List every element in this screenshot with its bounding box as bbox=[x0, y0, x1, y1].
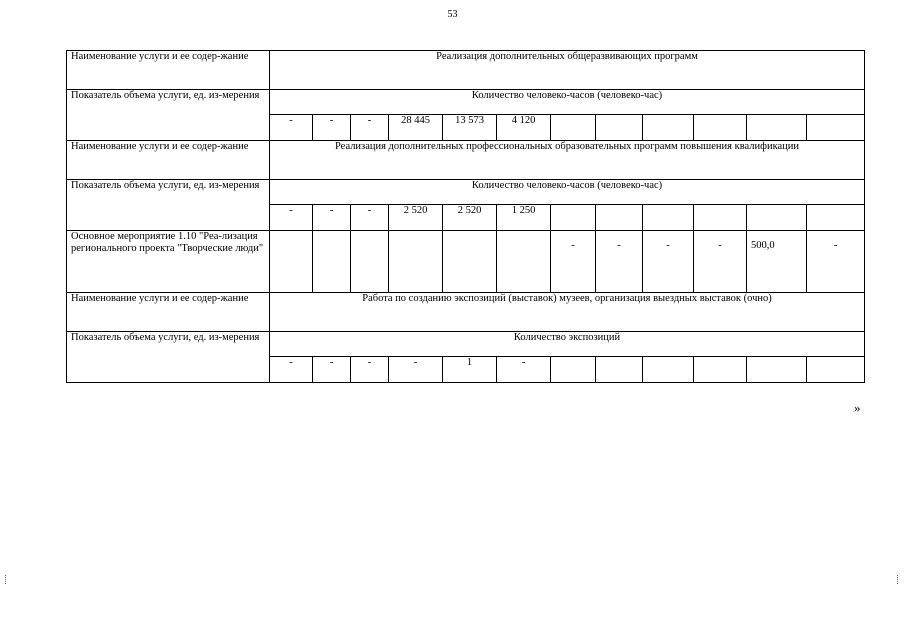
value-cell: - bbox=[351, 115, 389, 141]
service-row bbox=[67, 141, 865, 180]
value-cell bbox=[643, 357, 694, 383]
activity-row bbox=[67, 231, 865, 293]
value-cell bbox=[596, 357, 643, 383]
value-cell bbox=[389, 231, 443, 293]
value-cell: - bbox=[551, 231, 596, 293]
value-cell: 2 520 bbox=[443, 205, 497, 231]
value-cell bbox=[747, 205, 807, 231]
value-cell bbox=[551, 357, 596, 383]
indicator-row bbox=[67, 180, 865, 205]
value-cell bbox=[807, 357, 865, 383]
value-cell bbox=[270, 231, 313, 293]
value-cell: 13 573 bbox=[443, 115, 497, 141]
service-row bbox=[67, 293, 865, 332]
value-cell bbox=[596, 205, 643, 231]
value-cell: - bbox=[497, 357, 551, 383]
continuation-mark: » bbox=[854, 400, 861, 415]
value-cell bbox=[313, 231, 351, 293]
value-cell: 2 520 bbox=[389, 205, 443, 231]
value-cell: 500,0 bbox=[747, 231, 807, 293]
value-cell: 1 250 bbox=[497, 205, 551, 231]
value-cell: - bbox=[351, 357, 389, 383]
value-cell: - bbox=[807, 231, 865, 293]
value-cell: 4 120 bbox=[497, 115, 551, 141]
value-cell bbox=[351, 231, 389, 293]
indicator-unit: Количество человеко-часов (человеко-час) bbox=[270, 180, 865, 205]
indicator-unit: Количество экспозиций bbox=[270, 332, 865, 357]
value-cell: - bbox=[351, 205, 389, 231]
indicator-unit: Количество человеко-часов (человеко-час) bbox=[270, 90, 865, 115]
program-indicators-table bbox=[66, 50, 865, 383]
value-cell bbox=[596, 115, 643, 141]
value-cell: - bbox=[270, 115, 313, 141]
value-cell bbox=[643, 115, 694, 141]
value-cell: - bbox=[389, 357, 443, 383]
value-cell bbox=[747, 357, 807, 383]
scan-edge-mark bbox=[897, 575, 900, 584]
value-cell: 1 bbox=[443, 357, 497, 383]
service-name: Реализация дополнительных общеразвивающих программ bbox=[270, 51, 865, 90]
row-label: Показатель объема услуги, ед. из-мерения bbox=[67, 332, 270, 383]
value-cell bbox=[694, 115, 747, 141]
value-cell bbox=[443, 231, 497, 293]
value-cell bbox=[694, 357, 747, 383]
scan-edge-mark bbox=[5, 575, 8, 584]
value-cell: - bbox=[313, 115, 351, 141]
value-cell bbox=[551, 205, 596, 231]
value-cell bbox=[497, 231, 551, 293]
service-name: Работа по созданию экспозиций (выставок) музеев, организация выездных выставок (очно) bbox=[270, 293, 865, 332]
row-label: Основное мероприятие 1.10 "Реа-лизация регионального проекта "Творческие люди" bbox=[67, 231, 270, 293]
value-cell bbox=[807, 115, 865, 141]
service-row bbox=[67, 51, 865, 90]
value-cell: - bbox=[596, 231, 643, 293]
value-cell: 28 445 bbox=[389, 115, 443, 141]
row-label: Показатель объема услуги, ед. из-мерения bbox=[67, 90, 270, 141]
value-cell bbox=[807, 205, 865, 231]
value-cell: - bbox=[694, 231, 747, 293]
indicator-row bbox=[67, 90, 865, 115]
row-label: Наименование услуги и ее содер-жание bbox=[67, 141, 270, 180]
row-label: Наименование услуги и ее содер-жание bbox=[67, 51, 270, 90]
value-cell bbox=[643, 205, 694, 231]
value-cell: - bbox=[643, 231, 694, 293]
row-label: Показатель объема услуги, ед. из-мерения bbox=[67, 180, 270, 231]
value-cell: - bbox=[313, 205, 351, 231]
service-name: Реализация дополнительных профессиональных образовательных программ повышения квалификации bbox=[270, 141, 865, 180]
row-label: Наименование услуги и ее содер-жание bbox=[67, 293, 270, 332]
value-cell: - bbox=[270, 357, 313, 383]
value-cell: - bbox=[313, 357, 351, 383]
value-cell bbox=[694, 205, 747, 231]
value-cell bbox=[551, 115, 596, 141]
page-number: 53 bbox=[447, 9, 458, 20]
value-cell bbox=[747, 115, 807, 141]
value-cell: - bbox=[270, 205, 313, 231]
indicator-row bbox=[67, 332, 865, 357]
